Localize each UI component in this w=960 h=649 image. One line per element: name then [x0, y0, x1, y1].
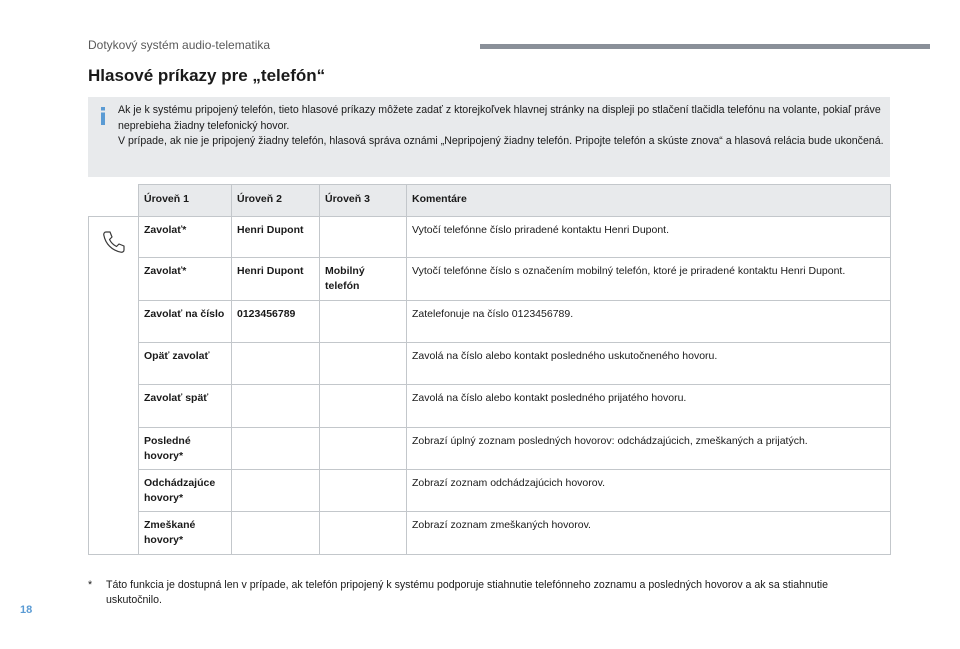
header-bar: [480, 44, 930, 49]
section-title: Dotykový systém audio-telematika: [88, 38, 271, 52]
row-1-level-1: Zavolať*: [139, 217, 232, 258]
phone-icon: [101, 229, 127, 255]
row-2-level-2: Henri Dupont: [232, 258, 320, 301]
header-comments: Komentáre: [407, 185, 891, 217]
table-row: [89, 385, 891, 428]
table-row: [89, 428, 891, 470]
footnote-mark: *: [88, 579, 93, 591]
table-header-row: [89, 185, 891, 217]
table-row: [89, 258, 891, 301]
row-6-comment: Zobrazí úplný zoznam posledných hovorov: odchádzajúcich, zmeškaných a prijatých.: [407, 428, 891, 470]
row-4-level-1: Opäť zavolať: [139, 343, 232, 385]
info-icon: [96, 106, 110, 126]
row-1-comment: Vytočí telefónne číslo priradené kontaktu Henri Dupont.: [407, 217, 891, 258]
row-2-comment: Vytočí telefónne číslo s označením mobilný telefón, ktoré je priradené kontaktu Henri Dupont.: [407, 258, 891, 301]
row-4-level-3: [320, 343, 407, 385]
row-5-comment: Zavolá na číslo alebo kontakt posledného prijatého hovoru.: [407, 385, 891, 428]
row-4-level-2: [232, 343, 320, 385]
page-title: Hlasové príkazy pre „telefón“: [88, 66, 326, 85]
row-7-level-3: [320, 470, 407, 512]
info-paragraph-2: V prípade, ak nie je pripojený žiadny telefón, hlasová správa oznámi „Nepripojený žiadny telefón. Pripojte telefón a skúste znova“ a hlasová relácia bude ukončená.: [118, 135, 884, 147]
row-2-level-3: Mobilný telefón: [320, 258, 407, 301]
row-8-comment: Zobrazí zoznam zmeškaných hovorov.: [407, 512, 891, 555]
row-5-level-2: [232, 385, 320, 428]
header-level-3: Úroveň 3: [320, 185, 407, 217]
row-8-level-1: Zmeškané hovory*: [139, 512, 232, 555]
row-3-level-1: Zavolať na číslo: [139, 301, 232, 343]
row-6-level-1: Posledné hovory*: [139, 428, 232, 470]
row-1-level-3: [320, 217, 407, 258]
table-row: [89, 301, 891, 343]
row-7-level-1: Odchádzajúce hovory*: [139, 470, 232, 512]
table-row: [89, 217, 891, 258]
row-2-level-1: Zavolať*: [139, 258, 232, 301]
row-5-level-3: [320, 385, 407, 428]
footnote-text: Táto funkcia je dostupná len v prípade, ak telefón pripojený k systému podporuje stiahnutie telefónneho zoznamu a posledných hovorov a ak sa stiahnutie uskutočnilo.: [106, 579, 829, 606]
info-box: [88, 97, 890, 177]
row-8-level-3: [320, 512, 407, 555]
row-1-level-2: Henri Dupont: [232, 217, 320, 258]
header-level-2: Úroveň 2: [232, 185, 320, 217]
row-4-comment: Zavolá na číslo alebo kontakt posledného uskutočneného hovoru.: [407, 343, 891, 385]
page-number: 18: [20, 604, 33, 616]
row-7-level-2: [232, 470, 320, 512]
voice-commands-table: [88, 184, 891, 555]
row-6-level-2: [232, 428, 320, 470]
table-row: [89, 470, 891, 512]
row-6-level-3: [320, 428, 407, 470]
row-7-comment: Zobrazí zoznam odchádzajúcich hovorov.: [407, 470, 891, 512]
row-3-level-2: 0123456789: [232, 301, 320, 343]
phone-icon-cell: [89, 217, 139, 555]
row-3-comment: Zatelefonuje na číslo 0123456789.: [407, 301, 891, 343]
header-empty-cell: [89, 185, 139, 217]
info-text: [118, 103, 884, 150]
table-row: [89, 512, 891, 555]
info-paragraph-1: Ak je k systému pripojený telefón, tieto hlasové príkazy môžete zadať z ktorejkoľvek hlavnej stránky na displeji po stlačení tlačidla telefónu na volante, pokiaľ práve neprebieha žiadny telefonický hovor.: [118, 104, 881, 132]
row-5-level-1: Zavolať späť: [139, 385, 232, 428]
table-row: [89, 343, 891, 385]
row-3-level-3: [320, 301, 407, 343]
row-8-level-2: [232, 512, 320, 555]
header-level-1: Úroveň 1: [139, 185, 232, 217]
